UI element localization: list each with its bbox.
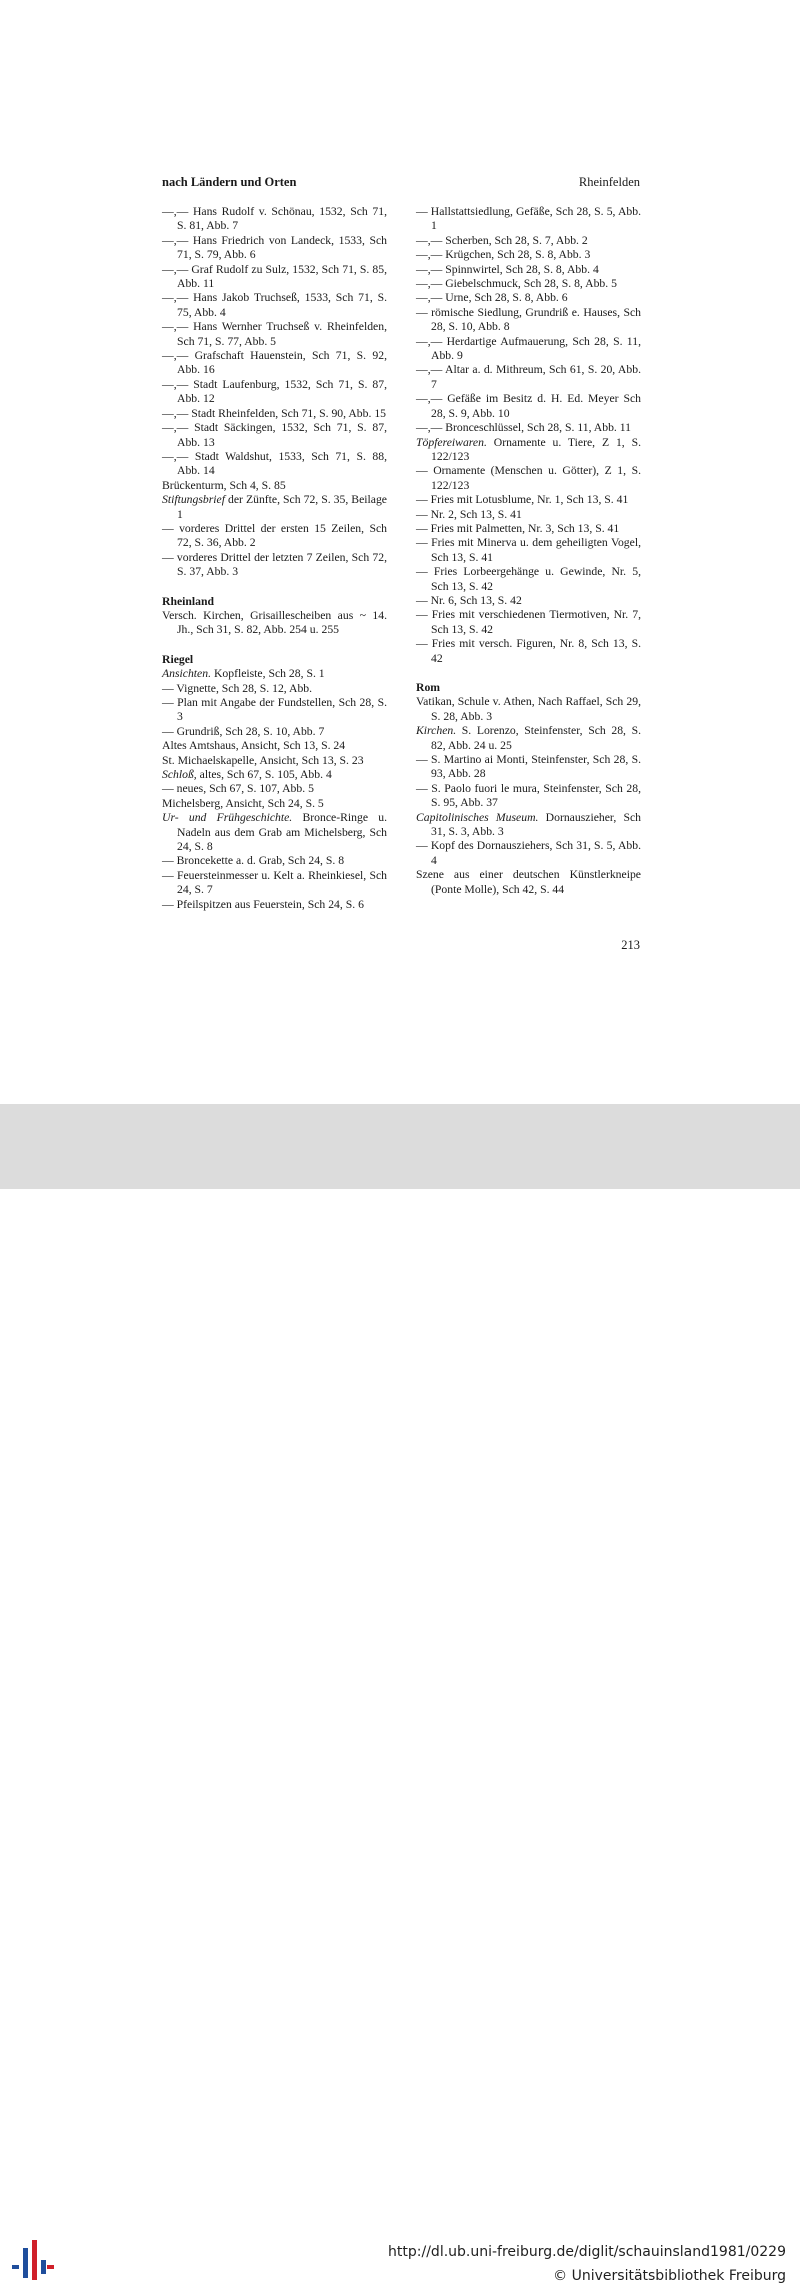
page-number: 213 [621, 938, 640, 952]
index-entry: —,— Graf Rudolf zu Sulz, 1532, Sch 71, S. 85, Abb. 11 [162, 262, 387, 291]
index-entry: —,— Gefäße im Besitz d. H. Ed. Meyer Sch 28, S. 9, Abb. 10 [416, 392, 641, 420]
index-entry: —,— Urne, Sch 28, S. 8, Abb. 6 [416, 291, 568, 305]
index-entry: — Grundriß, Sch 28, S. 10, Abb. 7 [162, 724, 325, 738]
index-entry: —,— Stadt Säckingen, 1532, Sch 71, S. 87, Abb. 13 [162, 421, 387, 449]
index-entry: —,— Spinnwirtel, Sch 28, S. 8, Abb. 4 [416, 262, 599, 276]
index-entry: — Hallstattsiedlung, Gefäße, Sch 28, S. 5, Abb. 1 [416, 205, 641, 233]
index-entry: — Fries mit Palmetten, Nr. 3, Sch 13, S. 41 [416, 521, 620, 535]
section-heading: Rheinland [162, 594, 214, 608]
index-entry: — Fries mit versch. Figuren, Nr. 8, Sch 13, S. 42 [416, 637, 641, 665]
index-entry: Kirchen. S. Lorenzo, Steinfenster, Sch 28, S. 82, Abb. 24 u. 25 [416, 724, 641, 752]
index-entry: —,— Altar a. d. Mithreum, Sch 61, S. 20, Abb. 7 [416, 363, 641, 391]
document-url-link[interactable]: http://dl.ub.uni-freiburg.de/diglit/schauinsland1981/0229 [388, 2244, 786, 2260]
index-entry: Ur- und Frühgeschichte. Bronce-Ringe u. Nadeln aus dem Grab am Michelsberg, Sch 24, S. 8 [162, 811, 387, 854]
index-entry: —,— Hans Rudolf v. Schönau, 1532, Sch 71, S. 81, Abb. 7 [162, 205, 387, 233]
index-entry: — Feuersteinmesser u. Kelt a. Rheinkiesel, Sch 24, S. 7 [162, 868, 387, 897]
index-entry: — Kopf des Dornausziehers, Sch 31, S. 5, Abb. 4 [416, 839, 641, 867]
index-entry: —,— Scherben, Sch 28, S. 7, Abb. 2 [416, 233, 588, 247]
section-heading: Rom [416, 681, 441, 694]
index-entry: — Vignette, Sch 28, S. 12, Abb. [162, 681, 313, 695]
running-head [162, 174, 640, 190]
section-heading: Riegel [162, 652, 194, 666]
index-entry: — vorderes Drittel der letzten 7 Zeilen, Sch 72, S. 37, Abb. 3 [162, 550, 387, 579]
index-entry: — Fries mit verschiedenen Tiermotiven, Nr. 7, Sch 13, S. 42 [416, 608, 641, 636]
index-entry: —,— Krügchen, Sch 28, S. 8, Abb. 3 [416, 248, 591, 262]
section-gap [162, 638, 387, 653]
section-gap [162, 580, 387, 595]
index-entry: — römische Siedlung, Grundriß e. Hauses, Sch 28, S. 10, Abb. 8 [416, 305, 641, 334]
index-entry: —,— Grafschaft Hauenstein, Sch 71, S. 92, Abb. 16 [162, 349, 387, 377]
index-entry: — Fries mit Minerva u. dem geheiligten Vogel, Sch 13, S. 41 [416, 536, 641, 564]
index-entry: — neues, Sch 67, S. 107, Abb. 5 [162, 782, 314, 796]
index-entry: —,— Bronceschlüssel, Sch 28, S. 11, Abb. 11 [416, 421, 632, 435]
index-entry: —,— Stadt Laufenburg, 1532, Sch 71, S. 87, Abb. 12 [162, 377, 387, 406]
index-column-right [416, 205, 641, 897]
index-entry: Stiftungsbrief der Zünfte, Sch 72, S. 35, Beilage 1 [162, 493, 387, 521]
index-entry: — vorderes Drittel der ersten 15 Zeilen, Sch 72, S. 36, Abb. 2 [162, 521, 387, 550]
index-entry: — Nr. 6, Sch 13, S. 42 [416, 593, 522, 607]
index-entry: Capitolinisches Museum. Dornauszieher, Sch 31, S. 3, Abb. 3 [416, 810, 641, 839]
index-entry: — Fries mit Lotusblume, Nr. 1, Sch 13, S. 41 [416, 493, 629, 507]
index-entry: —,— Herdartige Aufmauerung, Sch 28, S. 11, Abb. 9 [416, 334, 641, 363]
viewer-footer-bar [0, 1104, 800, 2284]
index-entry: Vatikan, Schule v. Athen, Nach Raffael, Sch 29, S. 28, Abb. 3 [416, 695, 641, 723]
document-page [0, 0, 800, 1104]
index-entry: —,— Hans Wernher Truchseß v. Rheinfelden, Sch 71, S. 77, Abb. 5 [162, 320, 387, 348]
index-entry: — Broncekette a. d. Grab, Sch 24, S. 8 [162, 854, 345, 868]
index-entry: — Pfeilspitzen aus Feuerstein, Sch 24, S. 6 [162, 897, 364, 911]
index-entry: Töpfereiwaren. Ornamente u. Tiere, Z 1, S. 122/123 [416, 435, 641, 463]
index-entry: Ansichten. Kopfleiste, Sch 28, S. 1 [162, 667, 325, 681]
index-entry: — Fries Lorbeergehänge u. Gewinde, Nr. 5, Sch 13, S. 42 [416, 565, 641, 593]
copyright-notice: © Universitätsbibliothek Freiburg [553, 2268, 786, 2284]
index-entry: — Ornamente (Menschen u. Götter), Z 1, S. 122/123 [416, 464, 641, 492]
index-column-left [162, 205, 387, 912]
index-entry: —,— Stadt Waldshut, 1533, Sch 71, S. 88, Abb. 14 [162, 449, 387, 478]
index-entry: —,— Giebelschmuck, Sch 28, S. 8, Abb. 5 [416, 277, 617, 291]
index-entry: Altes Amtshaus, Ansicht, Sch 13, S. 24 [162, 739, 346, 753]
index-entry: Brückenturm, Sch 4, S. 85 [162, 478, 286, 492]
index-entry: Michelsberg, Ansicht, Sch 24, S. 5 [162, 796, 324, 810]
index-entry: — Plan mit Angabe der Fundstellen, Sch 28, S. 3 [162, 696, 387, 724]
ub-freiburg-logo-icon [10, 2240, 54, 2280]
index-entry: —,— Hans Friedrich von Landeck, 1533, Sch 71, S. 79, Abb. 6 [162, 233, 387, 262]
index-entry: — Nr. 2, Sch 13, S. 41 [416, 507, 522, 521]
index-entry: — S. Paolo fuori le mura, Steinfenster, Sch 28, S. 95, Abb. 37 [416, 781, 641, 810]
index-entry: Szene aus einer deutschen Künstlerkneipe (Ponte Molle), Sch 42, S. 44 [416, 868, 641, 896]
index-entry: Versch. Kirchen, Grisaillescheiben aus ~ 14. Jh., Sch 31, S. 82, Abb. 254 u. 255 [162, 608, 387, 637]
index-entry: St. Michaelskapelle, Ansicht, Sch 13, S. 23 [162, 753, 364, 767]
index-entry: —,— Hans Jakob Truchseß, 1533, Sch 71, S. 75, Abb. 4 [162, 291, 387, 319]
running-head-left: nach Ländern und Orten [162, 175, 297, 189]
running-head-right: Rheinfelden [578, 175, 640, 189]
section-gap [416, 666, 641, 681]
index-entry: —,— Stadt Rheinfelden, Sch 71, S. 90, Abb. 15 [162, 406, 387, 420]
index-entry: — S. Martino ai Monti, Steinfenster, Sch 28, S. 93, Abb. 28 [416, 753, 641, 781]
index-entry: Schloß, altes, Sch 67, S. 105, Abb. 4 [162, 768, 332, 782]
